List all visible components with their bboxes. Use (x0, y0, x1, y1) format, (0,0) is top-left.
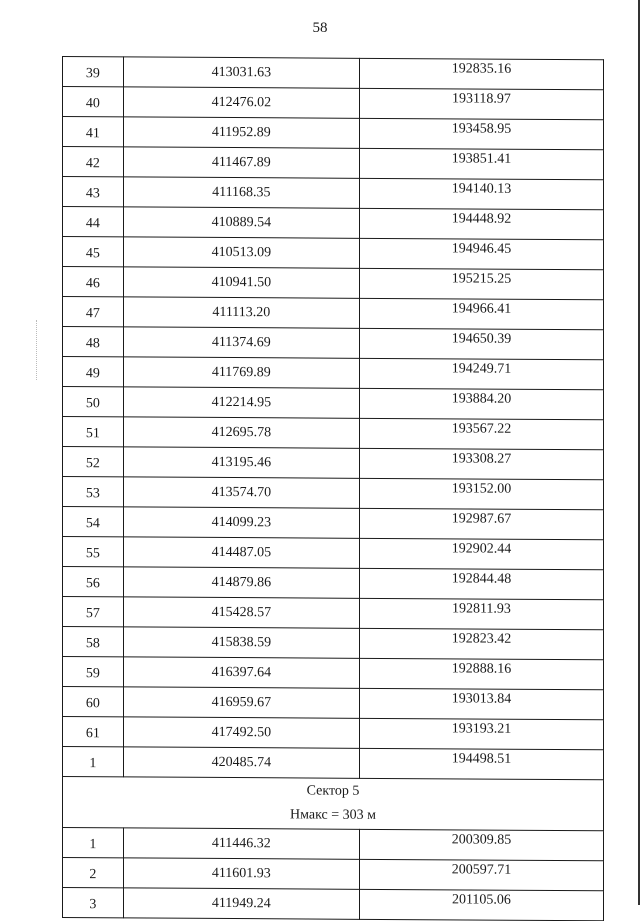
point-number: 39 (63, 57, 124, 87)
point-number: 50 (63, 387, 124, 417)
coordinates-table (62, 56, 604, 921)
coordinate-y: 193567.22 (359, 418, 603, 449)
coordinate-y: 194448.92 (359, 208, 603, 239)
table-row (63, 828, 604, 861)
coordinate-y: 193118.97 (359, 88, 603, 119)
coordinate-y: 192888.16 (359, 658, 603, 689)
coordinate-x: 410889.54 (123, 207, 359, 238)
coordinate-x: 411769.89 (123, 357, 359, 388)
coordinate-y: 194966.41 (359, 298, 603, 329)
sector-header (63, 777, 604, 831)
point-number: 60 (63, 687, 124, 717)
coordinate-x: 416397.64 (123, 657, 359, 688)
sector-row (63, 777, 604, 831)
coordinate-x: 414879.86 (123, 567, 359, 598)
coordinate-x: 412695.78 (123, 417, 359, 448)
coordinate-x: 411168.35 (123, 177, 359, 208)
coordinate-y: 193851.41 (359, 148, 603, 179)
scan-mark (36, 320, 38, 380)
point-number: 42 (63, 147, 124, 177)
table-row (63, 357, 604, 390)
table-row (63, 177, 604, 210)
coordinate-y: 201105.06 (359, 889, 603, 920)
point-number: 44 (63, 207, 124, 237)
coordinate-x: 411374.69 (123, 327, 359, 358)
coordinate-y: 192902.44 (359, 538, 603, 569)
coordinate-y: 193013.84 (359, 688, 603, 719)
point-number: 53 (63, 477, 124, 507)
coordinate-y: 193152.00 (359, 478, 603, 509)
coordinate-x: 411601.93 (123, 858, 359, 889)
coordinates-rows-before-sector (63, 57, 604, 780)
table-row (63, 57, 604, 90)
coordinate-y: 194498.51 (359, 748, 603, 779)
point-number: 55 (63, 537, 124, 567)
coordinate-x: 411446.32 (123, 828, 359, 859)
point-number: 43 (63, 177, 124, 207)
point-number: 54 (63, 507, 124, 537)
point-number: 58 (63, 627, 124, 657)
point-number: 40 (63, 87, 124, 117)
coordinate-x: 412476.02 (123, 87, 359, 118)
point-number: 1 (63, 828, 124, 858)
table-row (63, 477, 604, 510)
coordinate-x: 413195.46 (123, 447, 359, 478)
table-row (63, 327, 604, 360)
point-number: 56 (63, 567, 124, 597)
table-row (63, 717, 604, 750)
table-row (63, 597, 604, 630)
coordinate-y: 200309.85 (359, 829, 603, 860)
table-row (63, 687, 604, 720)
coordinate-y: 193308.27 (359, 448, 603, 479)
coordinate-y: 192835.16 (359, 58, 603, 89)
table-row (63, 447, 604, 480)
coordinate-x: 415428.57 (123, 597, 359, 628)
coordinate-x: 414099.23 (123, 507, 359, 538)
coordinate-y: 192844.48 (359, 568, 603, 599)
point-number: 61 (63, 717, 124, 747)
coordinate-y: 193193.21 (359, 718, 603, 749)
point-number: 51 (63, 417, 124, 447)
table-row (63, 417, 604, 450)
point-number: 2 (63, 858, 124, 888)
point-number: 48 (63, 327, 124, 357)
point-number: 46 (63, 267, 124, 297)
coordinate-y: 194249.71 (359, 358, 603, 389)
table-row (63, 267, 604, 300)
table-row (63, 888, 604, 921)
coordinates-rows-after-sector (63, 828, 604, 921)
coordinate-x: 411952.89 (123, 117, 359, 148)
table-row (63, 87, 604, 120)
coordinate-y: 194140.13 (359, 178, 603, 209)
coordinate-x: 412214.95 (123, 387, 359, 418)
page-number: 58 (312, 20, 328, 36)
coordinate-y: 193458.95 (359, 118, 603, 149)
point-number: 52 (63, 447, 124, 477)
coordinate-y: 192987.67 (359, 508, 603, 539)
coordinate-x: 420485.74 (123, 747, 359, 778)
table-row (63, 117, 604, 150)
coordinate-x: 410513.09 (123, 237, 359, 268)
coordinate-y: 194650.39 (359, 328, 603, 359)
coordinate-x: 413574.70 (123, 477, 359, 508)
coordinate-y: 192823.42 (359, 628, 603, 659)
table-row (63, 657, 604, 690)
table-row (63, 387, 604, 420)
table-row (63, 627, 604, 660)
table-row (63, 747, 604, 780)
table-row (63, 147, 604, 180)
point-number: 3 (63, 888, 124, 918)
coordinate-x: 411949.24 (123, 888, 359, 919)
point-number: 45 (63, 237, 124, 267)
point-number: 41 (63, 117, 124, 147)
sector-title: Сектор 5 (306, 783, 360, 799)
table-row (63, 207, 604, 240)
table-row (63, 507, 604, 540)
point-number: 49 (63, 357, 124, 387)
coordinate-x: 410941.50 (123, 267, 359, 298)
coordinate-y: 195215.25 (359, 268, 603, 299)
table-row (63, 567, 604, 600)
coordinate-y: 192811.93 (359, 598, 603, 629)
coordinate-x: 413031.63 (123, 57, 359, 88)
coordinate-x: 416959.67 (123, 687, 359, 718)
coordinate-y: 193884.20 (359, 388, 603, 419)
point-number: 59 (63, 657, 124, 687)
coordinate-x: 411467.89 (123, 147, 359, 178)
coordinate-y: 194946.45 (359, 238, 603, 269)
table-row (63, 858, 604, 891)
coordinate-x: 417492.50 (123, 717, 359, 748)
table-row (63, 237, 604, 270)
sector-cell (63, 777, 604, 831)
point-number: 47 (63, 297, 124, 327)
coordinate-x: 411113.20 (123, 297, 359, 328)
table-row (63, 537, 604, 570)
coordinate-y: 200597.71 (359, 859, 603, 890)
point-number: 1 (63, 747, 124, 777)
coordinate-x: 415838.59 (123, 627, 359, 658)
coordinate-x: 414487.05 (123, 537, 359, 568)
point-number: 57 (63, 597, 124, 627)
sector-hmax: Нмакс = 303 м (289, 807, 376, 823)
table-row (63, 297, 604, 330)
